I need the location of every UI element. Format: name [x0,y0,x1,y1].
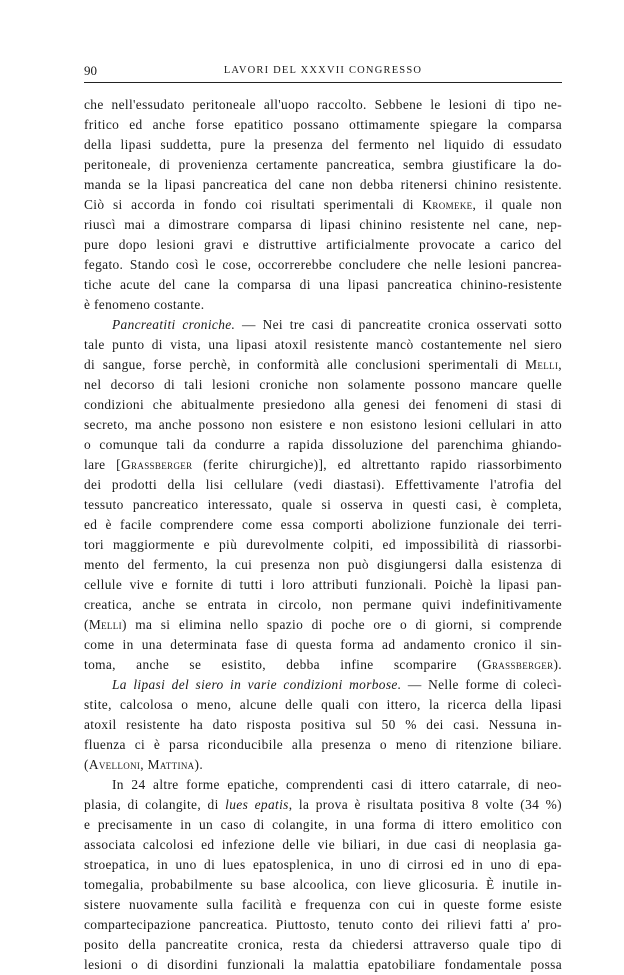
text-line: come in una determinata fase di questa forma ad andamento cronico il sin- [84,637,562,652]
text-line: che nell'essudato peritoneale all'uopo raccolto. Sebbene le lesioni di tipo ne- [84,97,562,112]
section-heading: La lipasi del siero in varie condizioni morbose. [112,677,402,692]
author-name: Grassberger [481,657,554,672]
running-title: LAVORI DEL XXXVII CONGRESSO [223,65,423,76]
text-line: fegato. Stando così le cose, occorrerebbe concludere che nelle lesioni pancrea- [84,257,562,272]
author-name: Kromeke [422,197,473,212]
author-name: Melli [88,617,122,632]
text-line: lare [Grassberger (ferite chirurgiche)], ed altrettanto rapido riassorbimento [84,457,562,472]
text-line: creatica, anche se entrata in circolo, non permane quivi indefinitivamente [84,597,562,612]
text-line: manda se la lipasi pancreatica del cane non debba ritenersi chinino resistente. [84,177,562,192]
text-line: secreto, ma anche possono non esistere e non esistono lesioni cellulari in atto [84,417,562,432]
text-line: compartecipazione pancreatica. Piuttosto, tenuto conto dei rilievi fatti a' pro- [84,917,562,932]
page-number: 90 [84,63,97,78]
text-line: associata calcolosi ed infezione delle vie biliari, in due casi di neoplasia ga- [84,837,562,852]
text-line: plasia, di colangite, di lues epatis, la prova è risultata positiva 8 volte (34 %) [84,797,562,812]
text-line: pure dopo lesioni gravi e distruttive artificialmente provocate a carico del [84,237,562,252]
text-line: stite, calcolosa o meno, alcune delle quali con ittero, la ricerca della lipasi [84,697,562,712]
text-line: (Melli) ma si elimina nello spazio di poche ore o di giorni, si comprende [84,617,562,632]
text-line: di sangue, forse perchè, in conformità alle conclusioni sperimentali di Melli, [84,357,562,372]
text-line: mento del fermento, la cui presenza non può disgiungersi dalla esistenza di [84,557,562,572]
text-line: tori maggiormente e più durevolmente colpiti, ed impossibilità di riassorbi- [84,537,562,552]
author-name: Grassberger [120,457,193,472]
text-line: In 24 altre forme epatiche, comprendenti casi di ittero catarrale, di neo- [112,777,562,792]
text-line: cellule vive e fornite di tutti i loro attributi funzionali. Poichè la lipasi pan- [84,577,562,592]
body-text [84,95,562,975]
author-name: Melli [525,357,559,372]
text-line: ed è facile comprendere come essa comporti abolizione funzionale dei terri- [84,517,562,532]
text-line: tessuto pancreatico interessato, quale si osserva in questi casi, è completa, [84,497,562,512]
text-line: nel decorso di tali lesioni croniche non solamente possono mancare quelle [84,377,562,392]
text-line: posito della pancreatite cronica, resta da chiedersi attraverso quale tipo di [84,937,562,952]
text-line: fluenza ci è parsa riconducibile alla presenza o meno di ritenzione biliare. [84,737,562,752]
text-line: è fenomeno costante. [84,297,205,312]
text-line: stroepatica, in uno di lues epatosplenica, in uno di cirrosi ed in uno di epa- [84,857,562,872]
text-line: toma, anche se esistito, debba infine scomparire (Grassberger). [84,657,562,672]
text-line: peritoneale, di provenienza certamente pancreatica, sembra giustificare la do- [84,157,562,172]
latin-term: lues epatis [225,797,289,812]
text-line: sistere nuovamente sulla facilità e frequenza con cui in queste forme esiste [84,897,562,912]
text-line: e precisamente in un caso di colangite, in una forma di ittero emolitico con [84,817,562,832]
text-line: condizioni che abitualmente presiedono alla genesi dei fenomeni di stasi di [84,397,562,412]
text-line: fritico ed anche forse epatitico possano ottimamente spiegare la comparsa [84,117,562,132]
text-line: tale punto di vista, una lipasi atoxil resistente mancò costantemente nel siero [84,337,562,352]
page-header [84,62,562,83]
text-line: Ciò si accorda in fondo coi risultati sperimentali di Kromeke, il quale non [84,197,562,212]
author-name: Avelloni, Mattina [88,757,195,772]
text-line: lesioni o di disordini funzionali la malattia epatobiliare fondamentale possa [84,957,562,972]
text-line: o comunque tali da condurre a rapida dissoluzione del parenchima ghiando- [84,437,562,452]
text-line: atoxil resistente ha dato risposta positiva sul 50 % dei casi. Nessuna in- [84,717,562,732]
text-line: tiche acute del cane la comparsa di una lipasi pancreatica chinino-resistente [84,277,562,292]
text-line: (Avelloni, Mattina). [84,757,204,772]
text-line: Pancreatiti croniche. — Nei tre casi di pancreatite cronica osservati sotto [112,317,562,332]
section-heading: Pancreatiti croniche. [112,317,236,332]
text-line: dei prodotti della lisi cellulare (vedi diastasi). Effettivamente l'atrofia del [84,477,562,492]
text-line: riuscì mai a dimostrare comparsa di lipasi chinino resistente nel cane, nep- [84,217,562,232]
text-line: della lipasi suddetta, pure la presenza del fermento nel liquido di essudato [84,137,562,152]
text-line: tomegalia, probabilmente su base alcoolica, con lieve glicosuria. È inutile in- [84,877,562,892]
text-line: La lipasi del siero in varie condizioni morbose. — Nelle forme di colecì- [112,677,562,692]
